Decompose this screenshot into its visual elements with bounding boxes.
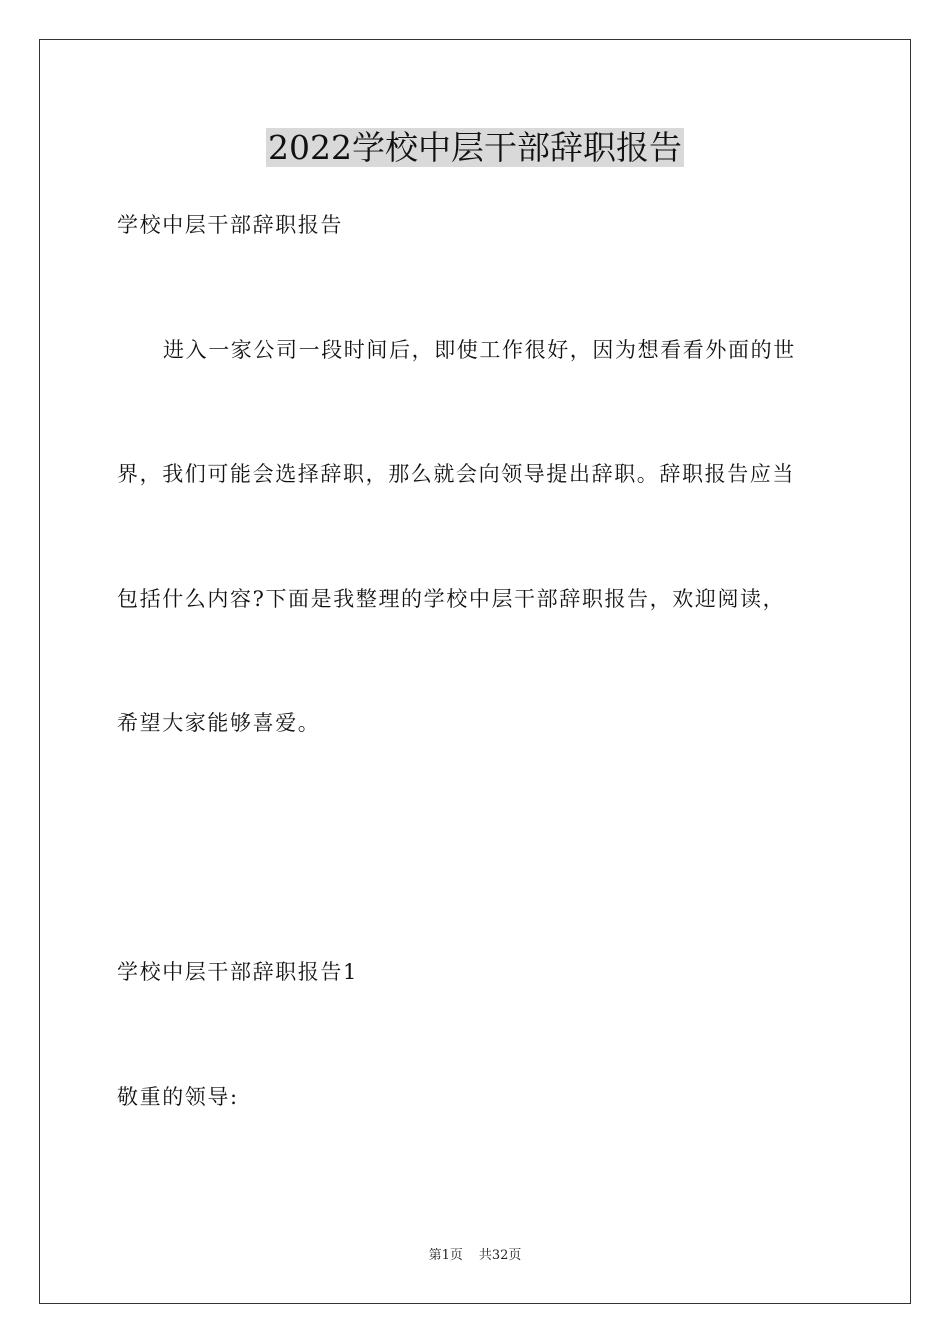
page-footer: [0, 1246, 950, 1266]
page-number-current: 第1页: [428, 1248, 463, 1263]
salutation: 敬重的领导:: [117, 1085, 239, 1109]
paragraph-line-4: 希望大家能够喜爱。: [117, 711, 321, 735]
paragraph-line-1: 进入一家公司一段时间后，即使工作很好，因为想看看外面的世: [163, 338, 796, 362]
page-number-total: 共32页: [478, 1248, 522, 1263]
document-title-text: 2022学校中层干部辞职报告: [268, 128, 682, 167]
section-heading: 学校中层干部辞职报告1: [117, 960, 358, 984]
document-title: [0, 126, 950, 170]
paragraph-line-2: 界，我们可能会选择辞职，那么就会向领导提出辞职。辞职报告应当: [117, 462, 795, 486]
paragraph-line-3: 包括什么内容?下面是我整理的学校中层干部辞职报告，欢迎阅读，: [117, 587, 786, 611]
document-subtitle: 学校中层干部辞职报告: [117, 213, 343, 237]
